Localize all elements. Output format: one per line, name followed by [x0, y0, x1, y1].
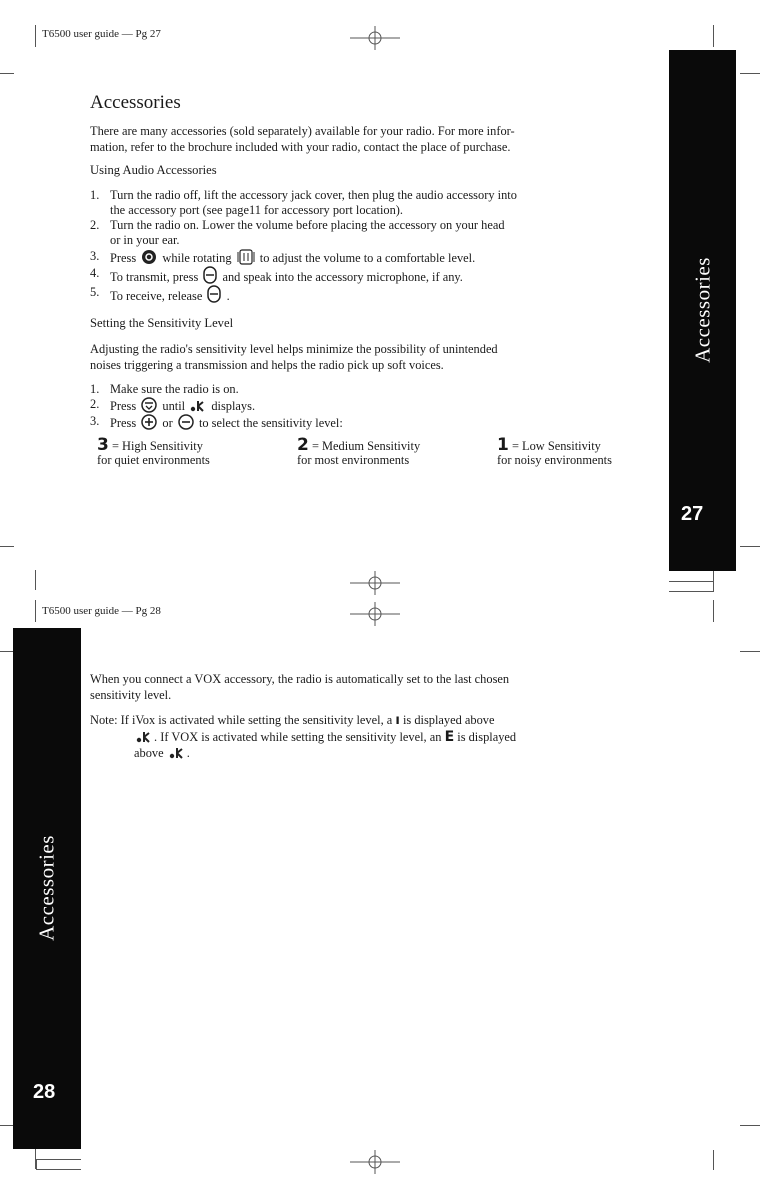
- page-number: 28: [33, 1081, 56, 1103]
- note-label: Note:: [90, 713, 118, 727]
- registration-mark-icon: [350, 602, 400, 626]
- list-item: 5. To receive, release .: [90, 285, 230, 303]
- side-tab-label: Accessories: [690, 257, 714, 363]
- crop-mark: [0, 546, 14, 547]
- crop-mark: [0, 73, 14, 74]
- list-item: 3. Press or to select the sensitivity level:: [90, 414, 343, 430]
- talk-button-icon: [207, 285, 221, 303]
- page-header: T6500 user guide — Pg 28: [42, 605, 161, 617]
- page-number: 27: [681, 503, 704, 525]
- tab-outline: [36, 1159, 81, 1170]
- crop-mark: [35, 600, 36, 622]
- crop-mark: [740, 1125, 760, 1126]
- intro-line: There are many accessories (sold separately) available for your radio. For more infor-: [90, 124, 515, 138]
- crop-mark: [0, 1125, 14, 1126]
- sensitivity-level-low: 1 = Low Sensitivity for noisy environments: [497, 435, 612, 467]
- list-item: 2. Press until displays.: [90, 397, 256, 413]
- sensitivity-level-high: 3 = High Sensitivity for quiet environments: [97, 435, 210, 467]
- note-block: Note: If iVox is activated while setting the sensitivity level, a ı is displayed above . If VOX is activated while setting the sensitivity level, an E is displayed above .: [90, 713, 517, 760]
- list-item: 3. Press while rotating to adjust the volume to a comfortable level.: [90, 249, 476, 265]
- menu-button-icon: [141, 397, 157, 413]
- crop-mark: [35, 570, 36, 590]
- audio-steps-list: [90, 188, 680, 304]
- plus-button-icon: [141, 414, 157, 430]
- registration-mark-icon: [350, 26, 400, 50]
- page-header: T6500 user guide — Pg 27: [42, 28, 161, 40]
- list-item: 1. Turn the radio off, lift the accessory jack cover, then plug the audio accessory into the accessory port (see page11 for accessory port location).: [90, 188, 517, 217]
- lcd-glyph: E: [444, 729, 455, 745]
- crop-mark: [35, 25, 36, 47]
- vox-paragraph: When you connect a VOX accessory, the radio is automatically set to the last chosen sensitivity level.: [90, 672, 510, 702]
- volume-knob-icon: [237, 249, 255, 265]
- sensitivity-level-medium: 2 = Medium Sensitivity for most environments: [297, 435, 421, 467]
- intro-line: mation, refer to the brochure included with your radio, contact the place of purchase.: [90, 140, 511, 154]
- registration-mark-icon: [350, 571, 400, 595]
- section-heading: Using Audio Accessories: [90, 163, 217, 177]
- crop-mark: [35, 1149, 36, 1169]
- section-heading: Setting the Sensitivity Level: [90, 316, 234, 330]
- minus-button-icon: [178, 414, 194, 430]
- side-tab-label: Accessories: [34, 835, 59, 941]
- vox-icon: [190, 399, 206, 413]
- list-item: 1. Make sure the radio is on.: [90, 382, 239, 396]
- vox-icon: [136, 730, 152, 744]
- vox-icon: [169, 746, 185, 760]
- sensitivity-paragraph: Adjusting the radio's sensitivity level helps minimize the possibility of unintended noises triggering a transmission and helps the radio pick up soft voices.: [90, 342, 498, 372]
- list-item: 2. Turn the radio on. Lower the volume before placing the accessory on your head or in your ear.: [90, 218, 505, 247]
- crop-mark: [740, 651, 760, 652]
- side-tab: [13, 628, 81, 1149]
- crop-mark: [713, 600, 714, 622]
- side-tab: [669, 50, 736, 571]
- intro-paragraph: [90, 123, 670, 155]
- crop-mark: [713, 571, 714, 591]
- page-title: Accessories: [90, 92, 181, 113]
- talk-button-icon: [203, 266, 217, 284]
- crop-mark: [713, 25, 714, 47]
- lcd-glyph: ı: [395, 713, 400, 728]
- tab-outline: [669, 581, 714, 592]
- crop-mark: [713, 1150, 714, 1170]
- crop-mark: [740, 73, 760, 74]
- list-item: 4. To transmit, press and speak into the accessory microphone, if any.: [90, 266, 463, 284]
- sensitivity-steps-list: [90, 382, 680, 431]
- call-button-icon: [141, 249, 157, 265]
- lcd-digit: 3: [97, 435, 109, 455]
- lcd-digit: 1: [497, 435, 509, 455]
- lcd-digit: 2: [297, 435, 309, 455]
- crop-mark: [740, 546, 760, 547]
- registration-mark-icon: [350, 1150, 400, 1174]
- crop-mark: [0, 651, 14, 652]
